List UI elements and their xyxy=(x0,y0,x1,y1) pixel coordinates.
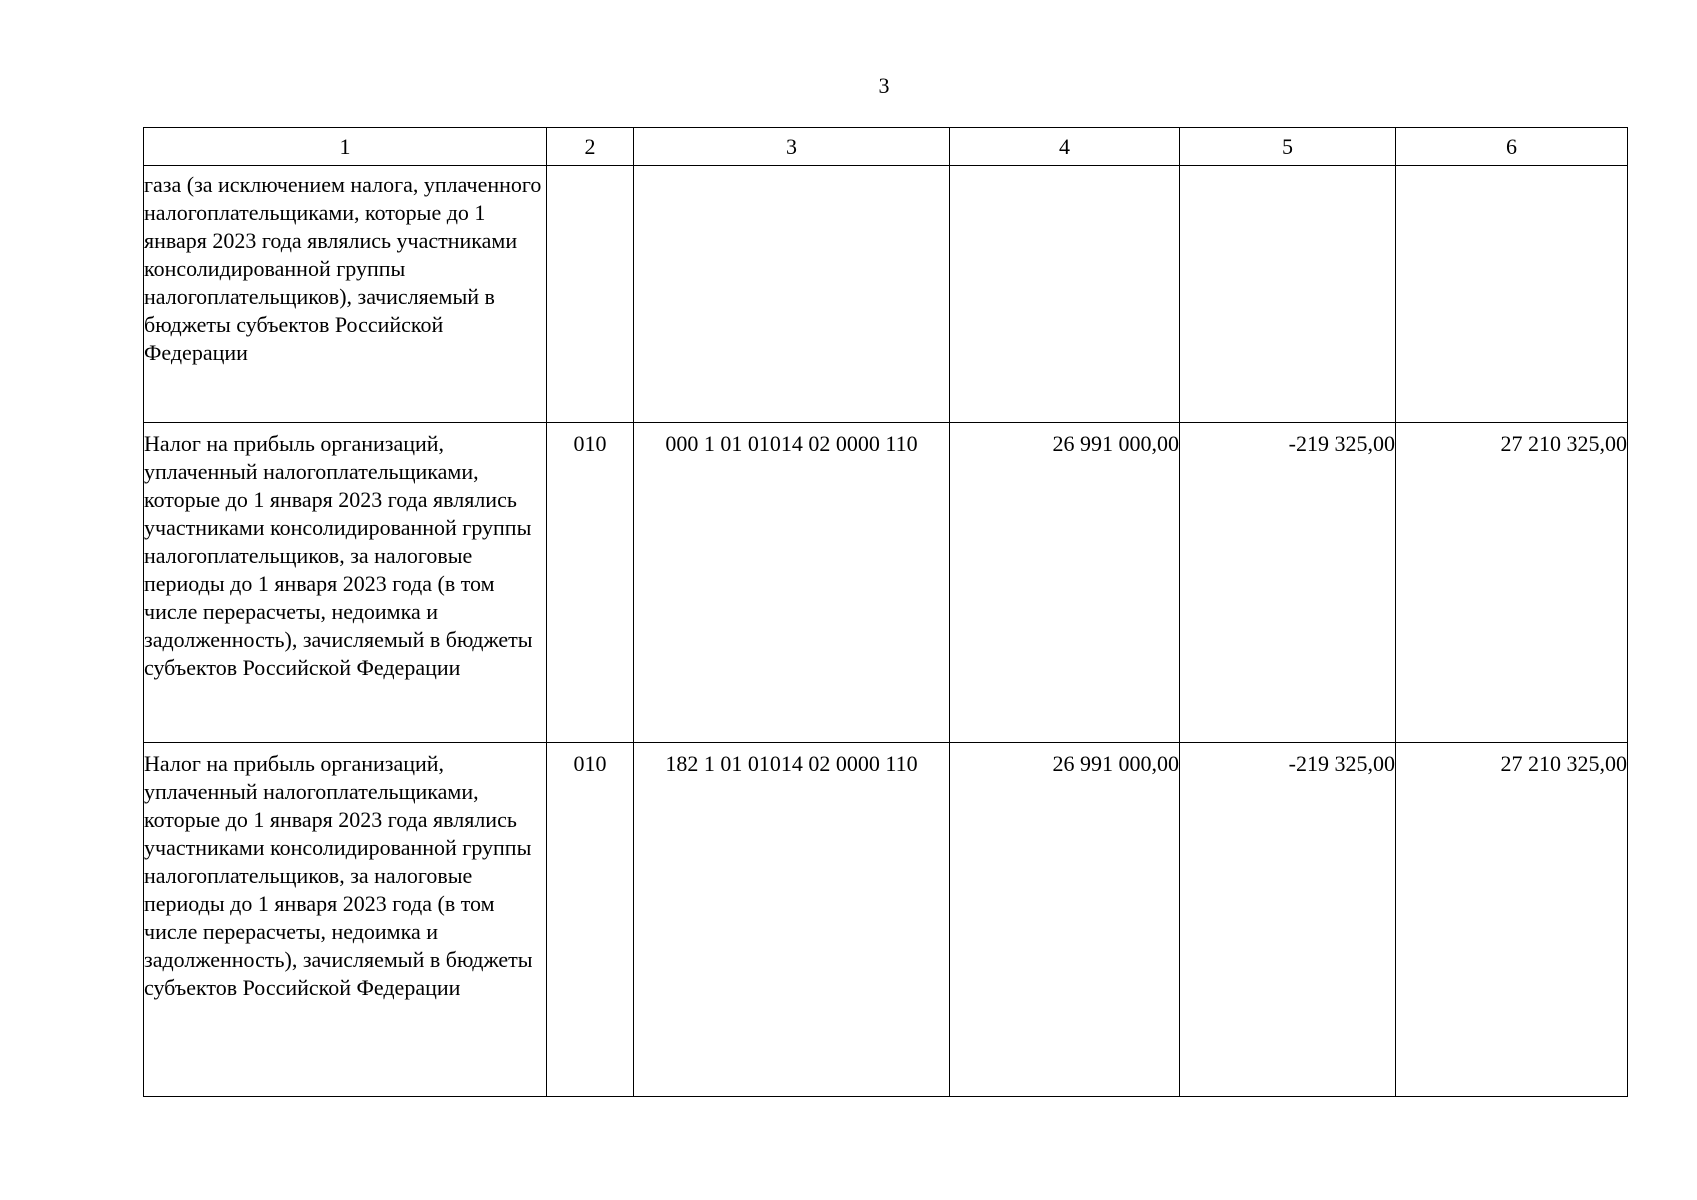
header-cell-3: 3 xyxy=(634,128,950,166)
row-name-cell: Налог на прибыль организаций, уплаченный налогоплательщиками, которые до 1 января 2023 года являлись участниками консолидированной группы налогоплательщиков, за налоговые периоды до 1 января 2023 года (в том числе перерасчеты, недоимка и задолженность), зачисляемый в бюджеты субъектов Российской Федерации xyxy=(144,743,547,1097)
table-row xyxy=(144,166,1628,423)
row-name-cell: Налог на прибыль организаций, уплаченный налогоплательщиками, которые до 1 января 2023 года являлись участниками консолидированной группы налогоплательщиков, за налоговые периоды до 1 января 2023 года (в том числе перерасчеты, недоимка и задолженность), зачисляемый в бюджеты субъектов Российской Федерации xyxy=(144,423,547,743)
table-row xyxy=(144,743,1628,1097)
row-line-code-cell xyxy=(547,166,634,423)
row-value-4-cell xyxy=(950,166,1180,423)
row-value-5-cell: -219 325,00 xyxy=(1180,423,1396,743)
row-line-code-cell: 010 xyxy=(547,423,634,743)
header-cell-6: 6 xyxy=(1396,128,1628,166)
row-value-6-cell: 27 210 325,00 xyxy=(1396,423,1628,743)
header-cell-5: 5 xyxy=(1180,128,1396,166)
row-budget-code-cell xyxy=(634,166,950,423)
row-name-cell: газа (за исключением налога, уплаченного налогоплательщиками, которые до 1 января 2023 года являлись участниками консолидированной группы налогоплательщиков), зачисляемый в бюджеты субъектов Российской Федерации xyxy=(144,166,547,423)
header-cell-4: 4 xyxy=(950,128,1180,166)
row-value-5-cell xyxy=(1180,166,1396,423)
budget-table xyxy=(143,127,1628,1097)
page-number: 3 xyxy=(878,73,890,98)
table-row xyxy=(144,423,1628,743)
row-budget-code-cell: 182 1 01 01014 02 0000 110 xyxy=(634,743,950,1097)
row-budget-code-cell: 000 1 01 01014 02 0000 110 xyxy=(634,423,950,743)
row-value-6-cell xyxy=(1396,166,1628,423)
row-value-4-cell: 26 991 000,00 xyxy=(950,423,1180,743)
row-value-6-cell: 27 210 325,00 xyxy=(1396,743,1628,1097)
header-row xyxy=(144,128,1628,166)
row-line-code-cell: 010 xyxy=(547,743,634,1097)
header-cell-2: 2 xyxy=(547,128,634,166)
row-value-4-cell: 26 991 000,00 xyxy=(950,743,1180,1097)
header-cell-1: 1 xyxy=(144,128,547,166)
row-value-5-cell: -219 325,00 xyxy=(1180,743,1396,1097)
